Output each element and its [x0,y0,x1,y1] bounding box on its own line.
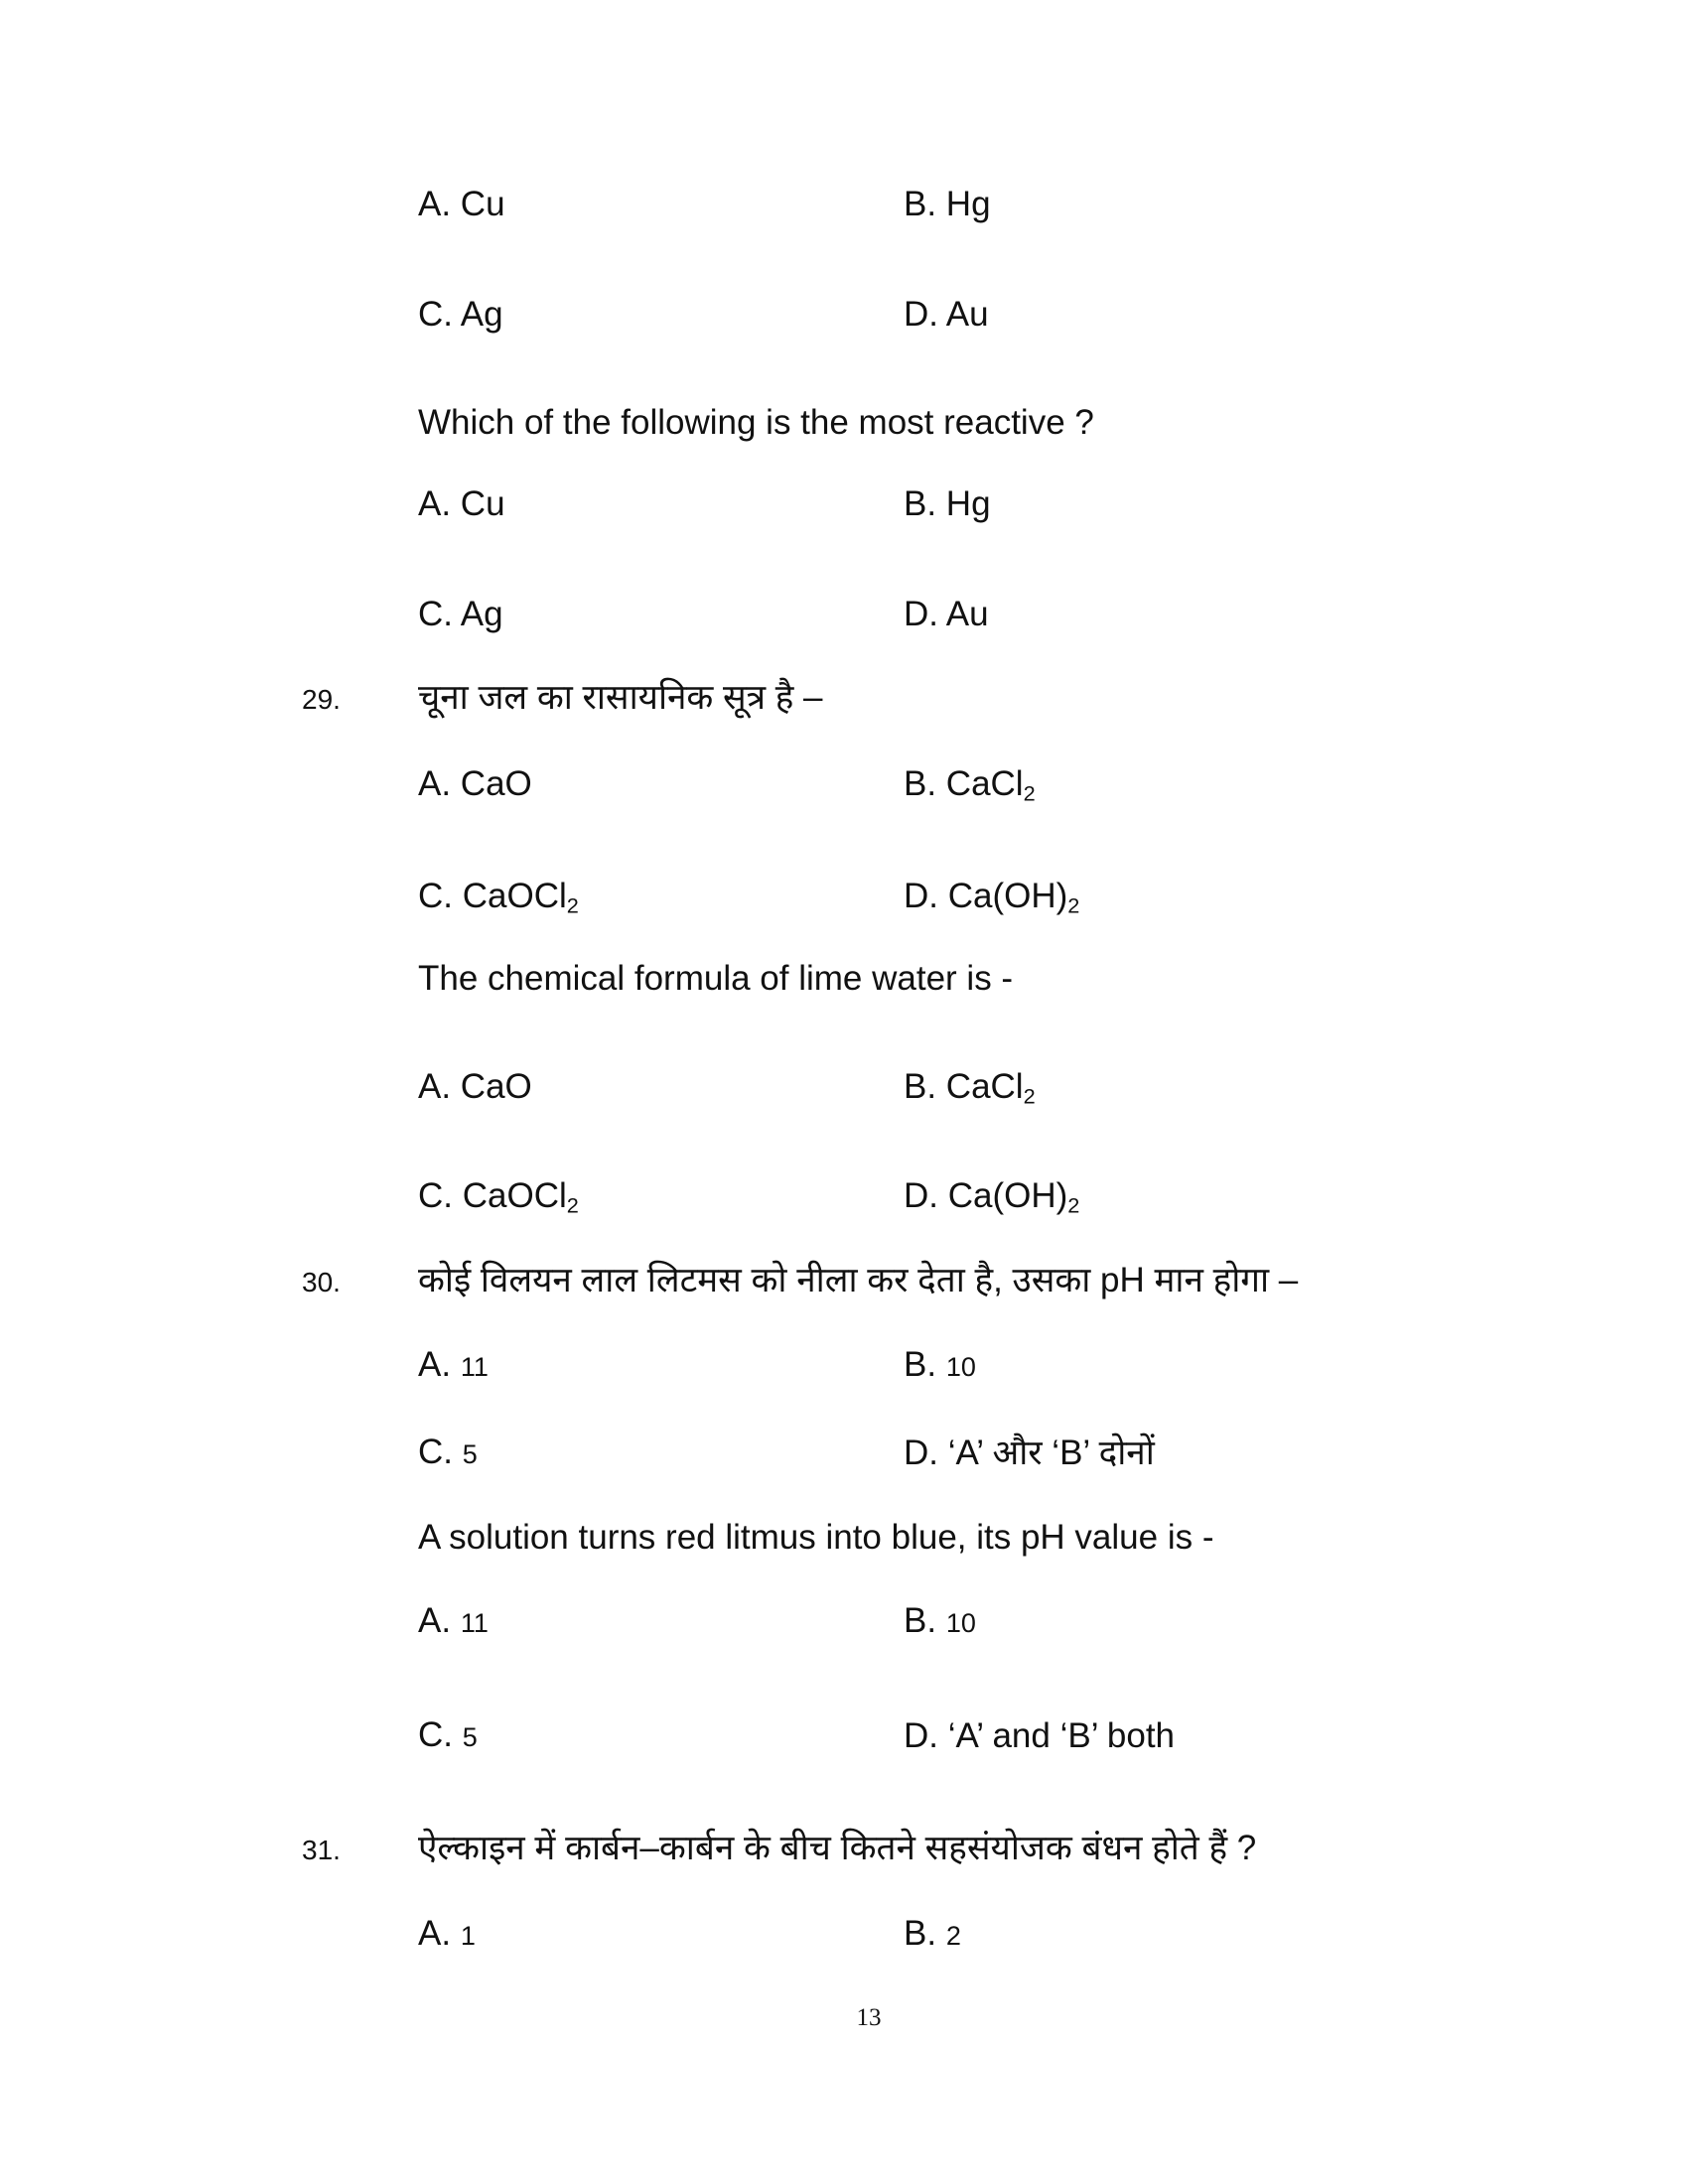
q30-en-option-b [904,1601,976,1643]
q31-hi-option-b [904,1914,961,1956]
q30-number: 30. [302,1267,341,1297]
option-value: 11 [460,1608,489,1638]
option-value: ‘A’ and ‘B’ both [947,1716,1176,1755]
option-letter: A. [418,1601,452,1640]
q30-en-option-d [904,1716,1175,1756]
q29-hi-option-a [418,764,532,804]
q29-hindi-question: चूना जल का रासायनिक सूत्र है – [418,678,823,717]
q30-hi-option-b [904,1345,976,1387]
q29-hi-option-b [904,764,1036,804]
subscript: 2 [566,1192,579,1218]
q28-hi-option-d: D. Au [904,295,989,334]
option-value: 10 [945,1608,976,1638]
q30-hi-option-a [418,1345,489,1387]
option-letter: B. [904,1914,937,1953]
formula: A. CaO [418,1067,532,1106]
option-value: 10 [945,1352,976,1382]
q29-number: 29. [302,684,341,715]
formula: A. CaO [418,764,532,803]
subscript: 2 [566,892,579,918]
q29-hi-option-d [904,877,1079,916]
q31-hi-option-a [418,1914,476,1956]
option-letter: D. [904,1433,938,1472]
subscript: 2 [1023,780,1036,806]
option-value: 5 [462,1439,478,1469]
q30-en-option-c [418,1715,478,1757]
q29-en-option-b [904,1067,1036,1107]
page-number: 13 [856,2004,882,2031]
q28-en-option-b: B. Hg [904,484,991,523]
q31-number: 31. [302,1835,341,1865]
subscript: 2 [1067,892,1080,918]
formula: B. CaCl [904,1067,1024,1106]
formula: D. Ca(OH) [904,1176,1068,1215]
q28-hi-option-c: C. Ag [418,295,503,334]
option-value: 5 [462,1722,478,1752]
q29-en-option-c [418,1176,579,1216]
q31-hindi-question: ऐल्काइन में कार्बन–कार्बन के बीच कितने सहसंयोजक बंधन होते हैं ? [418,1829,1257,1867]
q29-en-option-a [418,1067,532,1107]
subscript: 2 [1067,1192,1080,1218]
option-value: 1 [460,1921,476,1951]
option-value: 11 [460,1352,489,1382]
q30-hi-option-d [904,1433,1155,1473]
option-letter: C. [418,1715,453,1754]
subscript: 2 [1023,1083,1036,1109]
option-letter: D. [904,1716,938,1755]
q28-english-question: Which of the following is the most reactive ? [418,403,1094,442]
q28-en-option-c: C. Ag [418,595,503,633]
q29-en-option-d [904,1176,1079,1216]
q28-hi-option-b: B. Hg [904,185,991,223]
q29-english-question: The chemical formula of lime water is - [418,959,1014,998]
q28-en-option-d: D. Au [904,595,989,633]
q28-hi-option-a: A. Cu [418,185,505,223]
q30-english-question: A solution turns red litmus into blue, its pH value is - [418,1518,1214,1557]
option-letter: B. [904,1601,937,1640]
formula: C. CaOCl [418,1176,567,1215]
q30-en-option-a [418,1601,489,1643]
option-letter: B. [904,1345,937,1384]
option-letter: A. [418,1914,452,1953]
q28-en-option-a: A. Cu [418,484,505,523]
option-value: 2 [945,1921,961,1951]
formula: D. Ca(OH) [904,877,1068,915]
q30-hi-option-c [418,1433,478,1474]
q29-hi-option-c [418,877,579,916]
option-value: ‘A’ और ‘B’ दोनों [947,1433,1155,1472]
q30-hindi-question: कोई विलयन लाल लिटमस को नीला कर देता है, उसका pH मान होगा – [418,1261,1299,1299]
formula: C. CaOCl [418,877,567,915]
option-letter: A. [418,1345,452,1384]
formula: B. CaCl [904,764,1024,803]
option-letter: C. [418,1433,453,1471]
